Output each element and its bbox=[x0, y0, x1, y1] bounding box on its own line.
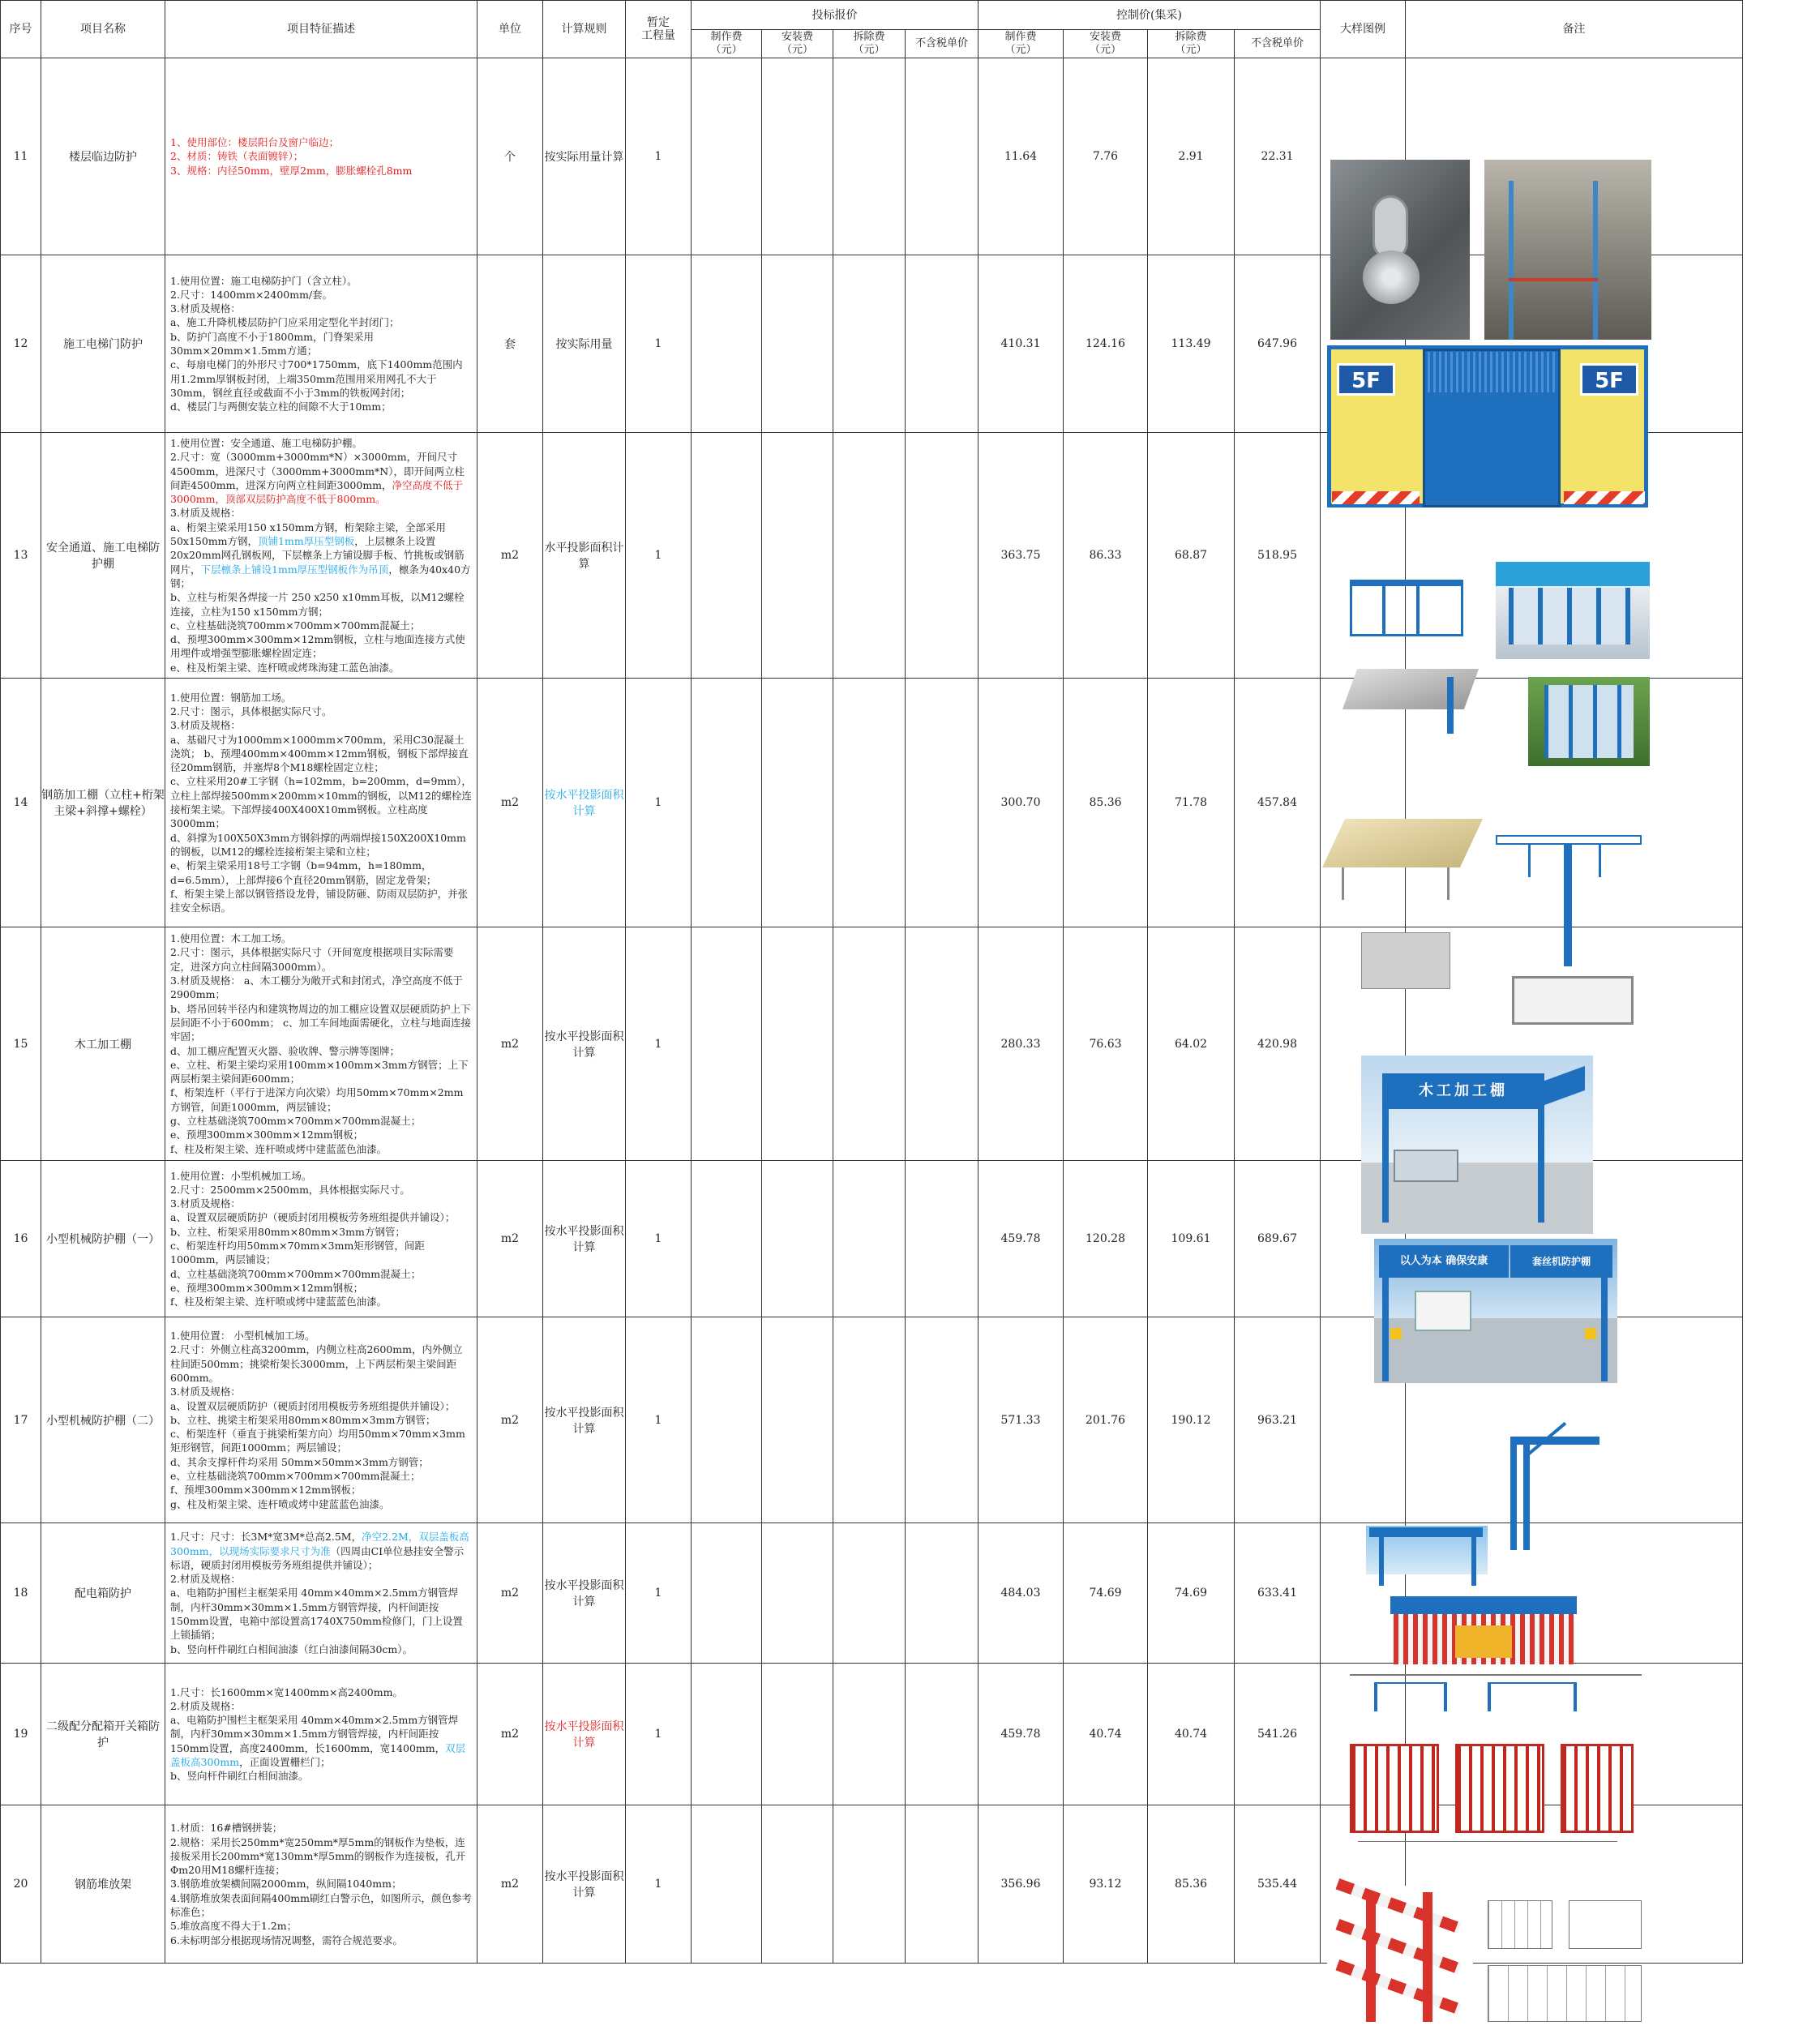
row-name: 木工加工棚 bbox=[41, 927, 165, 1161]
bid-unit-cell bbox=[906, 679, 979, 927]
bid-unit-cell bbox=[906, 255, 979, 433]
ctrl-remove: 2.91 bbox=[1148, 58, 1235, 255]
ctrl-remove: 74.69 bbox=[1148, 1523, 1235, 1664]
table-row bbox=[1, 1805, 1820, 1964]
header-name: 项目名称 bbox=[41, 1, 165, 58]
row-seq: 15 bbox=[1, 927, 41, 1161]
ctrl-remove: 113.49 bbox=[1148, 255, 1235, 433]
bid-install-cell bbox=[762, 58, 833, 255]
bid-install-cell bbox=[762, 1161, 833, 1317]
ctrl-install: 85.36 bbox=[1064, 679, 1148, 927]
bid-remove-cell bbox=[833, 1664, 906, 1805]
header-ctrl-remove: 拆除费 （元） bbox=[1148, 30, 1235, 58]
ctrl-make: 484.03 bbox=[979, 1523, 1064, 1664]
row-desc: 1.使用位置：钢筋加工场。 2.尺寸：图示，具体根据实际尺寸。 3.材质及规格： a、基础尺寸为1000mm×1000mm×700mm，采用C30混凝土浇筑； b、预埋400mm×400mm×12mm钢板，钢板下部焊接直径20mm钢筋，并塞焊8个M18螺栓固定立柱； c、立柱采用20#工字钢（h=102mm，b=200mm，d=9mm），立柱上部焊接500mm×200mm×10mm的钢板，以M12的螺栓连接桁架主梁。下部焊接400X400X10mm钢板。立柱高度3000mm； d、斜撑为100X50X3mm方钢斜撑的两端焊接150X200X10mm的钢板，以M12的螺栓连接桁架主梁和立柱； e、桁架主梁采用18号工字钢（b=94mm，h=180mm，d=6.5mm），上部焊接6个直径20mm钢筋，固定龙骨架； f、桁架主梁上部以钢管搭设龙骨，铺设防砸、防雨双层防护，并张挂安全标语。 bbox=[165, 679, 477, 927]
bid-remove-cell bbox=[833, 1161, 906, 1317]
desc-highlight-red: 净空高度不低于3000mm，顶部双层防护高度不低于800mm。 bbox=[170, 478, 464, 506]
bid-make-cell bbox=[692, 1317, 762, 1523]
ctrl-remove: 64.02 bbox=[1148, 927, 1235, 1161]
header-ctrl-group: 控制价(集采) bbox=[979, 1, 1321, 30]
bid-make-cell bbox=[692, 1805, 762, 1964]
row-unit: m2 bbox=[477, 1317, 543, 1523]
bid-make-cell bbox=[692, 1664, 762, 1805]
shed-sign: 木工加工棚 bbox=[1382, 1073, 1544, 1109]
row-unit: m2 bbox=[477, 1161, 543, 1317]
row-unit: 套 bbox=[477, 255, 543, 433]
row-name: 小型机械防护棚（二） bbox=[41, 1317, 165, 1523]
bid-remove-cell bbox=[833, 927, 906, 1161]
ctrl-make: 356.96 bbox=[979, 1805, 1064, 1964]
header-bid-unit: 不含税单价 bbox=[906, 30, 979, 58]
bid-install-cell bbox=[762, 255, 833, 433]
row-name: 二级配分配箱开关箱防护 bbox=[41, 1664, 165, 1805]
header-rule: 计算规则 bbox=[543, 1, 626, 58]
ctrl-install: 201.76 bbox=[1064, 1317, 1148, 1523]
bid-install-cell bbox=[762, 679, 833, 927]
row-qty: 1 bbox=[626, 1317, 692, 1523]
row-rule: 按水平投影面积计算 bbox=[543, 1161, 626, 1317]
row-unit: m2 bbox=[477, 927, 543, 1161]
row-name: 安全通道、施工电梯防护棚 bbox=[41, 433, 165, 679]
table-row bbox=[1, 1523, 1820, 1664]
row-qty: 1 bbox=[626, 255, 692, 433]
bid-install-cell bbox=[762, 927, 833, 1161]
row-rule: 按实际用量计算 bbox=[543, 58, 626, 255]
ctrl-unit-price: 518.95 bbox=[1235, 433, 1321, 679]
desc-highlight-blue: 净空2.2M，双层盖板高300mm，以现场实际要求尺寸为准 bbox=[170, 1531, 469, 1557]
bid-make-cell bbox=[692, 58, 762, 255]
bid-remove-cell bbox=[833, 679, 906, 927]
row-rule: 按水平投影面积计算 bbox=[543, 1317, 626, 1523]
ctrl-unit-price: 457.84 bbox=[1235, 679, 1321, 927]
ctrl-install: 120.28 bbox=[1064, 1161, 1148, 1317]
bid-remove-cell bbox=[833, 1317, 906, 1523]
row-unit: m2 bbox=[477, 1664, 543, 1805]
desc-highlight-blue: 下层檩条上铺设1mm厚压型钢板作为吊顶 bbox=[200, 563, 389, 576]
ctrl-remove: 40.74 bbox=[1148, 1664, 1235, 1805]
sample-image-cell bbox=[1321, 58, 1406, 255]
desc-text: （四周由CI单位悬挂安全警示标语，硬质封闭用模板劳务班组提供并铺设）； 2.材质及规格： a、电箱防护围栏主框架采用 40mm×40mm×2.5mm方钢管焊制，内杆30mm×30mm×1.5mm方钢管焊接，内杆间距按150mm设置，电箱中部设置高1740X750mm检修门，门上设置上锁插销； b、竖向杆件刷红白相间油漆（红白油漆间隔30cm）。 bbox=[170, 1544, 465, 1655]
desc-text: ，檩条为40x40方钢； b、立柱与桁架各焊接一片 250 x250 x10mm耳板，以M12螺栓连接，立柱为150 x150mm方钢； c、立柱基础浇筑700mm×700mm×700mm混凝土； d、预埋300mm×300mm×12mm钢板，立柱与地面连接方式使用埋件或增强型膨胀螺栓固定连； e、柱及桁架主梁、连杆喷或烤珠海建工蓝色油漆。 bbox=[170, 563, 471, 674]
row-qty: 1 bbox=[626, 58, 692, 255]
row-desc: 1.使用位置：木工加工场。 2.尺寸：图示，具体根据实际尺寸（开间宽度根据项目实际需要定，进深方向立柱间隔3000mm）。 3.材质及规格： a、木工棚分为敞开式和封闭式，净空高度不低于2900mm； b、塔吊回转半径内和建筑物周边的加工棚应设置双层硬质防护上下层间距不小于600mm； c、加工车间地面需硬化，立柱与地面连接牢固； d、加工棚应配置灭火器、验收牌、警示牌等图牌； e、立柱、桁架主梁均采用100mm×100mm×3mm方钢管；上下两层桁架主梁间距600mm； f、桁架连杆（平行于进深方向次梁）均用50mm×70mm×2mm方钢管，间距1000mm，两层铺设； g、立柱基础浇筑700mm×700mm×700mm混凝土； e、预埋300mm×300mm×12mm钢板； f、柱及桁架主梁、连杆喷或烤中建蓝蓝色油漆。 bbox=[165, 927, 477, 1161]
header-image: 大样图例 bbox=[1321, 1, 1406, 58]
row-desc: 1.使用位置：小型机械加工场。 2.尺寸：2500mm×2500mm，具体根据实际尺寸。 3.材质及规格： a、设置双层硬质防护（硬质封闭用模板劳务班组提供并铺设）； b、立柱、桁架采用80mm×80mm×3mm方钢管； c、桁架连杆均用50mm×70mm×3mm矩形钢管，间距1000mm，两层铺设； d、立柱基础浇筑700mm×700mm×700mm混凝土； e、预埋300mm×300mm×12mm钢板； f、柱及桁架主梁、连杆喷或烤中建蓝蓝色油漆。 bbox=[165, 1161, 477, 1317]
desc-text: 1.尺寸：尺寸：长3M*宽3M*总高2.5M， bbox=[170, 1531, 362, 1544]
row-seq: 14 bbox=[1, 679, 41, 927]
ctrl-remove: 109.61 bbox=[1148, 1161, 1235, 1317]
row-seq: 13 bbox=[1, 433, 41, 679]
bid-unit-cell bbox=[906, 1664, 979, 1805]
row-rule: 水平投影面积计算 bbox=[543, 433, 626, 679]
desc-text: 3.材质及规格： a、桁架主梁采用150 x150mm方钢，桁架除主梁，全部采用50x150mm方钢， bbox=[170, 507, 446, 548]
row-seq: 20 bbox=[1, 1805, 41, 1964]
bid-install-cell bbox=[762, 433, 833, 679]
row-name: 施工电梯门防护 bbox=[41, 255, 165, 433]
row-unit: m2 bbox=[477, 1805, 543, 1964]
row-desc: 1、使用部位：楼层阳台及窗户临边； 2、材质：铸铁（表面镀锌）； 3、规格：内径50mm，壁厚2mm，膨胀螺栓孔8mm bbox=[165, 58, 477, 255]
header-bid-install: 安装费 （元） bbox=[762, 30, 833, 58]
ctrl-unit-price: 963.21 bbox=[1235, 1317, 1321, 1523]
header-desc: 项目特征描述 bbox=[165, 1, 477, 58]
ctrl-make: 300.70 bbox=[979, 679, 1064, 927]
ctrl-make: 459.78 bbox=[979, 1664, 1064, 1805]
row-seq: 16 bbox=[1, 1161, 41, 1317]
bid-make-cell bbox=[692, 255, 762, 433]
header-unit: 单位 bbox=[477, 1, 543, 58]
row-desc bbox=[165, 1664, 477, 1805]
bid-make-cell bbox=[692, 927, 762, 1161]
bid-unit-cell bbox=[906, 1317, 979, 1523]
row-rule: 按水平投影面积计算 bbox=[543, 1664, 626, 1805]
row-unit: 个 bbox=[477, 58, 543, 255]
ctrl-make: 280.33 bbox=[979, 927, 1064, 1161]
header-row bbox=[1, 1, 1820, 30]
header-bid-remove: 拆除费 （元） bbox=[833, 30, 906, 58]
bid-make-cell bbox=[692, 1523, 762, 1664]
ctrl-unit-price: 22.31 bbox=[1235, 58, 1321, 255]
shed-slogan: 以人为本 确保安康 bbox=[1379, 1245, 1509, 1278]
row-name: 钢筋加工棚（立柱+桁架主梁+斜撑+螺栓） bbox=[41, 679, 165, 927]
row-seq: 18 bbox=[1, 1523, 41, 1664]
row-unit: m2 bbox=[477, 1523, 543, 1664]
row-qty: 1 bbox=[626, 1523, 692, 1664]
row-qty: 1 bbox=[626, 927, 692, 1161]
row-unit: m2 bbox=[477, 433, 543, 679]
desc-highlight-blue: 双层盖板高300mm bbox=[170, 1741, 466, 1768]
header-remark: 备注 bbox=[1406, 1, 1743, 58]
row-name: 钢筋堆放架 bbox=[41, 1805, 165, 1964]
ctrl-install: 93.12 bbox=[1064, 1805, 1148, 1964]
sample-image-cell bbox=[1321, 679, 1406, 927]
ctrl-remove: 71.78 bbox=[1148, 679, 1235, 927]
bid-unit-cell bbox=[906, 1161, 979, 1317]
row-name: 小型机械防护棚（一） bbox=[41, 1161, 165, 1317]
desc-highlight-blue: 顶铺1mm厚压型钢板 bbox=[258, 535, 355, 548]
bid-install-cell bbox=[762, 1805, 833, 1964]
ctrl-install: 7.76 bbox=[1064, 58, 1148, 255]
ctrl-make: 459.78 bbox=[979, 1161, 1064, 1317]
bid-make-cell bbox=[692, 433, 762, 679]
ctrl-unit-price: 633.41 bbox=[1235, 1523, 1321, 1664]
row-seq: 19 bbox=[1, 1664, 41, 1805]
ctrl-remove: 190.12 bbox=[1148, 1317, 1235, 1523]
ctrl-unit-price: 541.26 bbox=[1235, 1664, 1321, 1805]
row-qty: 1 bbox=[626, 1664, 692, 1805]
row-seq: 12 bbox=[1, 255, 41, 433]
ctrl-remove: 68.87 bbox=[1148, 433, 1235, 679]
ctrl-unit-price: 535.44 bbox=[1235, 1805, 1321, 1964]
row-rule: 按实际用量 bbox=[543, 255, 626, 433]
header-ctrl-make: 制作费 （元） bbox=[979, 30, 1064, 58]
ctrl-install: 76.63 bbox=[1064, 927, 1148, 1161]
ctrl-make: 11.64 bbox=[979, 58, 1064, 255]
row-rule: 按水平投影面积计算 bbox=[543, 1805, 626, 1964]
row-seq: 11 bbox=[1, 58, 41, 255]
bid-remove-cell bbox=[833, 1805, 906, 1964]
bid-unit-cell bbox=[906, 433, 979, 679]
desc-text: ，正面设置栅栏门； b、竖向杆件刷红白相间油漆。 bbox=[170, 1755, 331, 1783]
bid-make-cell bbox=[692, 1161, 762, 1317]
bid-install-cell bbox=[762, 1317, 833, 1523]
bid-remove-cell bbox=[833, 1523, 906, 1664]
ctrl-install: 74.69 bbox=[1064, 1523, 1148, 1664]
ctrl-make: 571.33 bbox=[979, 1317, 1064, 1523]
bid-unit-cell bbox=[906, 1805, 979, 1964]
header-seq: 序号 bbox=[1, 1, 41, 58]
row-desc bbox=[165, 433, 477, 679]
row-name: 楼层临边防护 bbox=[41, 58, 165, 255]
ctrl-install: 40.74 bbox=[1064, 1664, 1148, 1805]
bid-unit-cell bbox=[906, 1523, 979, 1664]
row-name: 配电箱防护 bbox=[41, 1523, 165, 1664]
ctrl-remove: 85.36 bbox=[1148, 1805, 1235, 1964]
row-rule: 按水平投影面积计算 bbox=[543, 679, 626, 927]
bid-install-cell bbox=[762, 1523, 833, 1664]
floor-sign-right: 5F bbox=[1580, 363, 1638, 396]
ctrl-make: 410.31 bbox=[979, 255, 1064, 433]
table-row bbox=[1, 927, 1820, 1161]
header-ctrl-unit: 不含税单价 bbox=[1235, 30, 1321, 58]
ctrl-install: 86.33 bbox=[1064, 433, 1148, 679]
row-desc: 1.使用位置：施工电梯防护门（含立柱）。 2.尺寸：1400mm×2400mm/套。 3.材质及规格： a、施工升降机楼层防护门应采用定型化半封闭门； b、防护门高度不小于1800mm，门脊架采用30mm×20mm×1.5mm方通； c、每扇电梯门的外形尺寸700*1750mm，底下1400mm范围内用1.2mm厚钢板封闭，上端350mm范围用采用网孔不大于30mm，钢丝直径或截面不小于3mm的铁板网封闭； d、楼层门与两侧安装立柱的间隙不大于10mm； bbox=[165, 255, 477, 433]
bid-make-cell bbox=[692, 679, 762, 927]
header-bid-group: 投标报价 bbox=[692, 1, 979, 30]
row-seq: 17 bbox=[1, 1317, 41, 1523]
row-unit: m2 bbox=[477, 679, 543, 927]
desc-text: 1.使用位置：安全通道、施工电梯防护棚。 2.尺寸：宽（3000mm+3000mm*N）×3000mm，开间尺寸4500mm，进深尺寸（3000mm+3000mm*N），即开间两立柱间距4500mm，进深方向两立柱间距3000mm， bbox=[170, 437, 465, 491]
row-desc: 1.材质：16#槽钢拼装； 2.规格：采用长250mm*宽250mm*厚5mm的钢板作为垫板，连接板采用长200mm*宽130mm*厚5mm的钢板作为连接板，孔开Φm20用M18螺杆连接； 3.钢筋堆放架横间隔2000mm，纵间隔1040mm； 4.钢筋堆放架表面间隔400mm刷红白警示色，如图所示，颜色参考标准色； 5.堆放高度不得大于1.2m； 6.未标明部分根据现场情况调整，需符合规范要求。 bbox=[165, 1805, 477, 1964]
desc-text: 1.尺寸：长1600mm×宽1400mm×高2400mm。 2.材质及规格： a、电箱防护围栏主框架采用 40mm×40mm×2.5mm方钢管焊制，内杆30mm×30mm×1.5mm方钢管焊接，内杆间距按150mm设置，高度2400mm，长1600mm，宽1400mm， bbox=[170, 1685, 459, 1754]
floor-sign-left: 5F bbox=[1337, 363, 1395, 396]
row-desc: 1.使用位置： 小型机械加工场。 2.尺寸：外侧立柱高3200mm，内侧立柱高2600mm，内外侧立柱间距500mm；挑梁桁架长3000mm，上下两层桁架主梁间距600mm。 3.材质及规格： a、设置双层硬质防护（硬质封闭用模板劳务班组提供并铺设）； b、立柱、挑梁主桁架采用80mm×80mm×3mm方钢管； c、桁架连杆（垂直于挑梁桁架方向）均用50mm×70mm×3mm矩形钢管，间距1000mm；两层铺设； d、其余支撑杆件均采用 50mm×50mm×3mm方钢管； e、立柱基础浇筑700mm×700mm×700mm混凝土； f、预埋300mm×300mm×12mm钢板； g、柱及桁架主梁、连杆喷或烤中建蓝蓝色油漆。 bbox=[165, 1317, 477, 1523]
ctrl-unit-price: 689.67 bbox=[1235, 1161, 1321, 1317]
bid-remove-cell bbox=[833, 255, 906, 433]
ctrl-unit-price: 647.96 bbox=[1235, 255, 1321, 433]
row-rule: 按水平投影面积计算 bbox=[543, 927, 626, 1161]
header-bid-make: 制作费 （元） bbox=[692, 30, 762, 58]
row-qty: 1 bbox=[626, 1805, 692, 1964]
ctrl-unit-price: 420.98 bbox=[1235, 927, 1321, 1161]
bid-unit-cell bbox=[906, 58, 979, 255]
header-ctrl-install: 安装费 （元） bbox=[1064, 30, 1148, 58]
shed-title: 套丝机防护棚 bbox=[1510, 1245, 1612, 1278]
bid-remove-cell bbox=[833, 58, 906, 255]
bid-remove-cell bbox=[833, 433, 906, 679]
bid-unit-cell bbox=[906, 927, 979, 1161]
row-rule: 按水平投影面积计算 bbox=[543, 1523, 626, 1664]
desc-text: ，上层檩条上设置20x20mm网孔钢板网，下层檩条上方铺设脚手板、竹挑板或钢筋网片， bbox=[170, 535, 465, 576]
ctrl-make: 363.75 bbox=[979, 433, 1064, 679]
bid-install-cell bbox=[762, 1664, 833, 1805]
row-desc bbox=[165, 1523, 477, 1664]
ctrl-install: 124.16 bbox=[1064, 255, 1148, 433]
row-qty: 1 bbox=[626, 1161, 692, 1317]
row-qty: 1 bbox=[626, 433, 692, 679]
header-qty: 暂定 工程量 bbox=[626, 1, 692, 58]
table-row bbox=[1, 58, 1820, 255]
row-qty: 1 bbox=[626, 679, 692, 927]
